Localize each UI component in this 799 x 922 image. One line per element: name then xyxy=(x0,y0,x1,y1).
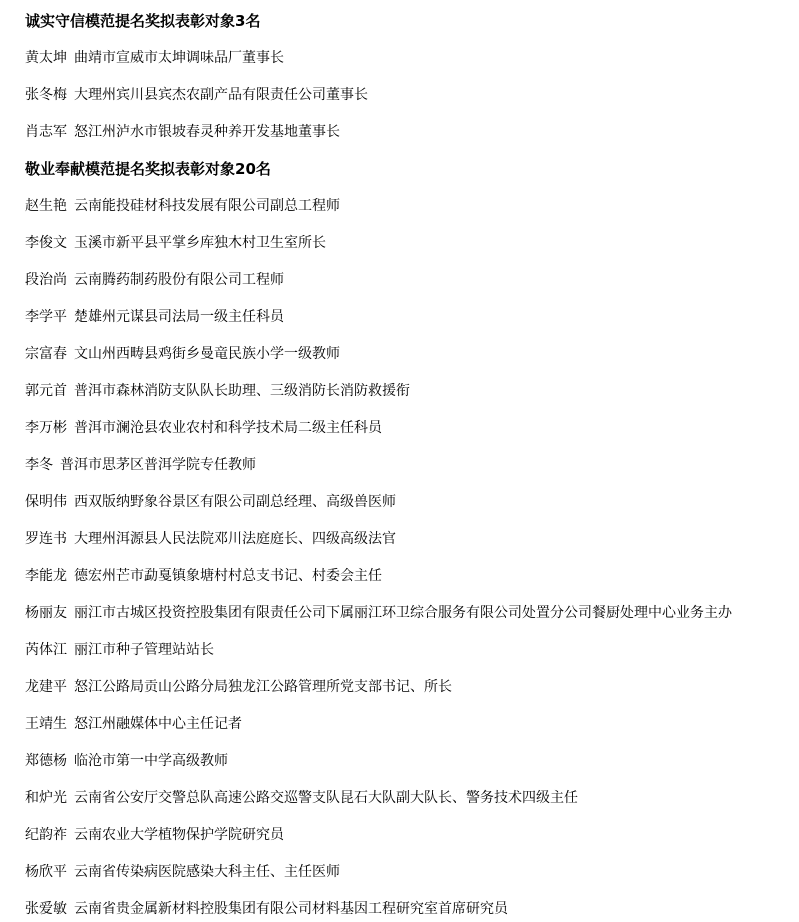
award-entry xyxy=(25,891,799,922)
awardee-position: 曲靖市宣威市太坤调味品厂董事长 xyxy=(74,50,284,66)
awardee-name: 李能龙 xyxy=(25,568,67,584)
award-entry xyxy=(25,632,799,669)
awardee-position: 丽江市种子管理站站长 xyxy=(74,642,214,658)
awardee-position: 普洱市森林消防支队队长助理、三级消防长消防救援衔 xyxy=(74,383,410,399)
award-entry xyxy=(25,40,799,77)
awardee-position: 怒江州泸水市银坡春灵种养开发基地董事长 xyxy=(74,124,340,140)
awardee-name: 宗富春 xyxy=(25,346,67,362)
awardee-position: 文山州西畴县鸡街乡曼竜民族小学一级教师 xyxy=(74,346,340,362)
awardee-name: 芮体江 xyxy=(25,642,67,658)
section-heading: 诚实守信模范提名奖拟表彰对象3名 xyxy=(25,12,261,30)
awardee-name: 李学平 xyxy=(25,309,67,325)
awardee-position: 临沧市第一中学高级教师 xyxy=(74,753,228,769)
awardee-position: 云南能投硅材科技发展有限公司副总工程师 xyxy=(74,198,340,214)
awardee-name: 保明伟 xyxy=(25,494,67,510)
section-entries xyxy=(25,40,799,151)
awardee-name: 和炉光 xyxy=(25,790,67,806)
awardee-name: 肖志军 xyxy=(25,124,67,140)
awardee-position: 大理州洱源县人民法院邓川法庭庭长、四级高级法官 xyxy=(74,531,396,547)
award-entry xyxy=(25,410,799,447)
awardee-name: 李万彬 xyxy=(25,420,67,436)
awardee-position: 云南省传染病医院感染大科主任、主任医师 xyxy=(74,864,340,880)
awardee-position: 云南腾药制药股份有限公司工程师 xyxy=(74,272,284,288)
section-entries xyxy=(25,188,799,922)
section-professional-dedication xyxy=(25,151,799,922)
awardee-position: 德宏州芒市勐戛镇象塘村村总支书记、村委会主任 xyxy=(74,568,382,584)
award-entry xyxy=(25,447,799,484)
awardee-position: 云南省贵金属新材料控股集团有限公司材料基因工程研究室首席研究员 xyxy=(74,901,508,917)
award-entry xyxy=(25,558,799,595)
awardee-name: 张冬梅 xyxy=(25,87,67,103)
award-entry xyxy=(25,706,799,743)
awardee-name: 黄太坤 xyxy=(25,50,67,66)
awardee-name: 李俊文 xyxy=(25,235,67,251)
award-entry xyxy=(25,854,799,891)
award-entry xyxy=(25,299,799,336)
award-entry xyxy=(25,188,799,225)
awardee-position: 西双版纳野象谷景区有限公司副总经理、高级兽医师 xyxy=(74,494,396,510)
awardee-name: 罗连书 xyxy=(25,531,67,547)
awardee-name: 段治尚 xyxy=(25,272,67,288)
award-entry xyxy=(25,373,799,410)
awardee-position: 楚雄州元谋县司法局一级主任科员 xyxy=(74,309,284,325)
award-entry xyxy=(25,817,799,854)
awardee-name: 郑德杨 xyxy=(25,753,67,769)
award-entry xyxy=(25,114,799,151)
awardee-name: 赵生艳 xyxy=(25,198,67,214)
award-entry xyxy=(25,669,799,706)
award-entry xyxy=(25,595,799,632)
awardee-position: 大理州宾川县宾杰农副产品有限责任公司董事长 xyxy=(74,87,368,103)
awardee-name: 郭元首 xyxy=(25,383,67,399)
award-entry xyxy=(25,780,799,817)
award-entry xyxy=(25,262,799,299)
awardee-name: 张爱敏 xyxy=(25,901,67,917)
awardee-name: 龙建平 xyxy=(25,679,67,695)
awardee-position: 云南省公安厅交警总队高速公路交巡警支队昆石大队副大队长、警务技术四级主任 xyxy=(74,790,578,806)
awardee-position: 怒江公路局贡山公路分局独龙江公路管理所党支部书记、所长 xyxy=(74,679,452,695)
awardee-name: 纪韵祚 xyxy=(25,827,67,843)
awardee-position: 普洱市思茅区普洱学院专任教师 xyxy=(60,457,256,473)
awardee-position: 普洱市澜沧县农业农村和科学技术局二级主任科员 xyxy=(74,420,382,436)
awardee-position: 云南农业大学植物保护学院研究员 xyxy=(74,827,284,843)
awardee-position: 玉溪市新平县平掌乡库独木村卫生室所长 xyxy=(74,235,326,251)
awardee-name: 王靖生 xyxy=(25,716,67,732)
awardee-name: 杨丽友 xyxy=(25,605,67,621)
section-honesty-trustworthiness xyxy=(25,3,799,151)
award-entry xyxy=(25,225,799,262)
award-entry xyxy=(25,336,799,373)
award-entry xyxy=(25,77,799,114)
award-entry xyxy=(25,521,799,558)
award-entry xyxy=(25,743,799,780)
awardee-position: 丽江市古城区投资控股集团有限责任公司下属丽江环卫综合服务有限公司处置分公司餐厨处理中心业务主办 xyxy=(74,605,732,621)
awardee-position: 怒江州融媒体中心主任记者 xyxy=(74,716,242,732)
awardee-name: 杨欣平 xyxy=(25,864,67,880)
awardee-name: 李冬 xyxy=(25,457,53,473)
award-entry xyxy=(25,484,799,521)
section-heading: 敬业奉献模范提名奖拟表彰对象20名 xyxy=(25,160,271,178)
